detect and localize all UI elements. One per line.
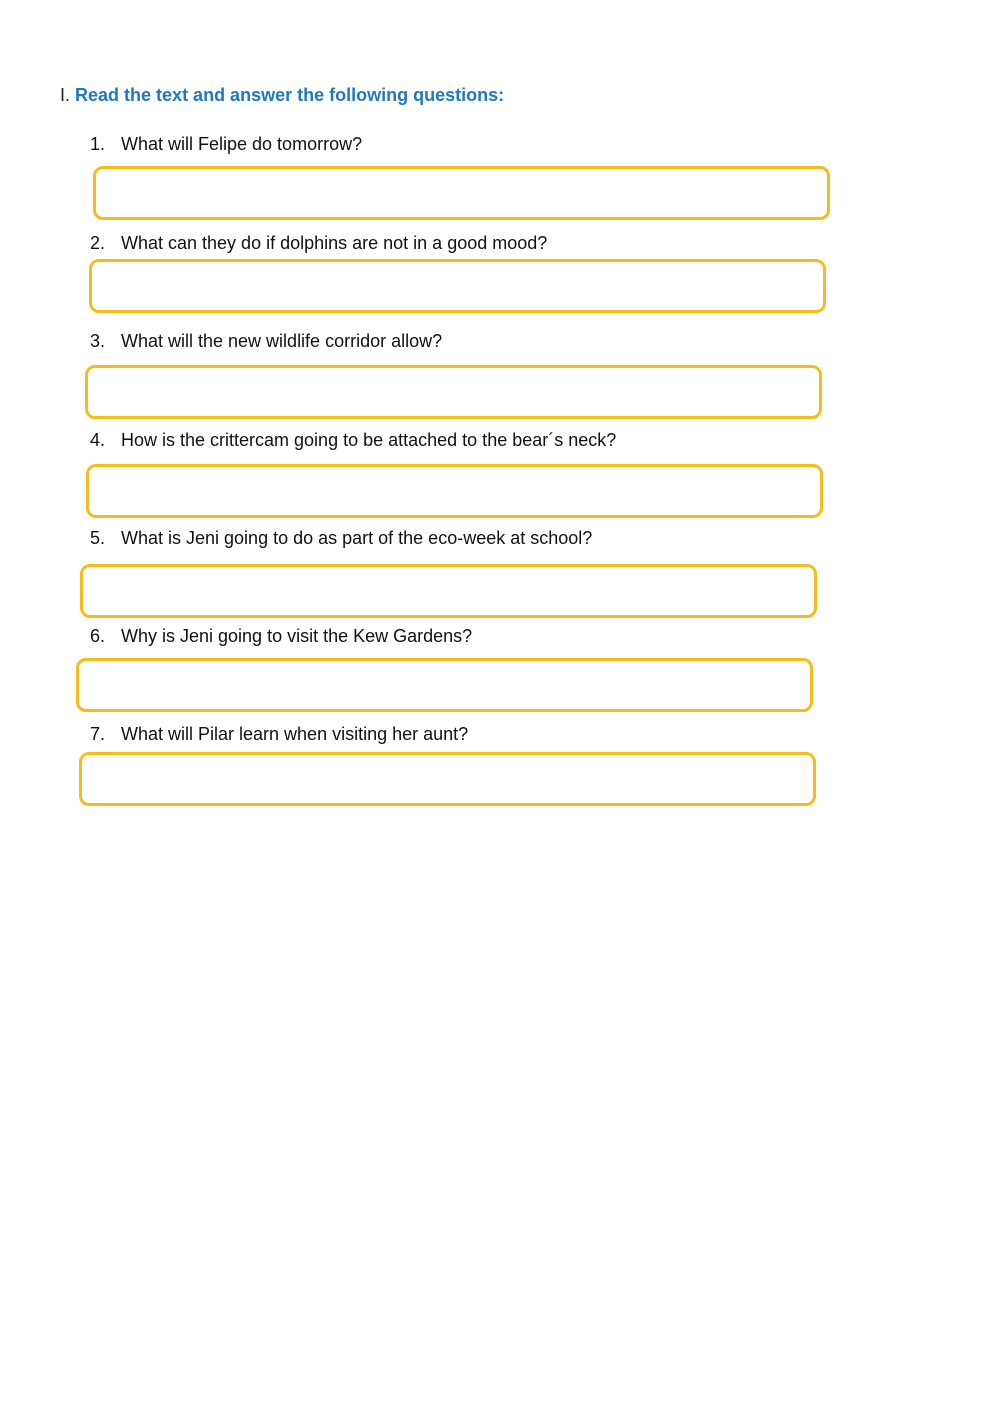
question-number: 1. xyxy=(90,134,106,154)
question-5 xyxy=(90,527,592,549)
answer-box-2[interactable] xyxy=(89,259,826,313)
question-number: 5. xyxy=(90,528,106,548)
question-text: What will Pilar learn when visiting her aunt? xyxy=(121,724,469,744)
answer-box-6[interactable] xyxy=(76,658,813,712)
question-6 xyxy=(90,625,472,647)
question-number: 2. xyxy=(90,233,106,253)
question-text: What can they do if dolphins are not in a good mood? xyxy=(121,233,548,253)
question-number: 4. xyxy=(90,430,106,450)
question-text: What will Felipe do tomorrow? xyxy=(121,134,363,154)
question-number: 6. xyxy=(90,626,106,646)
question-4 xyxy=(90,429,616,451)
question-text: Why is Jeni going to visit the Kew Gardens? xyxy=(121,626,473,646)
question-text: What will the new wildlife corridor allow? xyxy=(121,331,443,351)
answer-box-4[interactable] xyxy=(86,464,823,518)
section-heading xyxy=(60,84,504,106)
question-1 xyxy=(90,133,362,155)
instruction-text: Read the text and answer the following questions: xyxy=(75,85,505,105)
question-text: How is the crittercam going to be attached to the bear´s neck? xyxy=(121,430,617,450)
answer-box-7[interactable] xyxy=(79,752,816,806)
question-7 xyxy=(90,723,468,745)
answer-box-3[interactable] xyxy=(85,365,822,419)
question-number: 3. xyxy=(90,331,106,351)
section-number: I. xyxy=(60,85,71,105)
answer-box-1[interactable] xyxy=(93,166,830,220)
question-number: 7. xyxy=(90,724,106,744)
answer-box-5[interactable] xyxy=(80,564,817,618)
question-2 xyxy=(90,232,547,254)
question-3 xyxy=(90,330,442,352)
question-text: What is Jeni going to do as part of the eco-week at school? xyxy=(121,528,593,548)
